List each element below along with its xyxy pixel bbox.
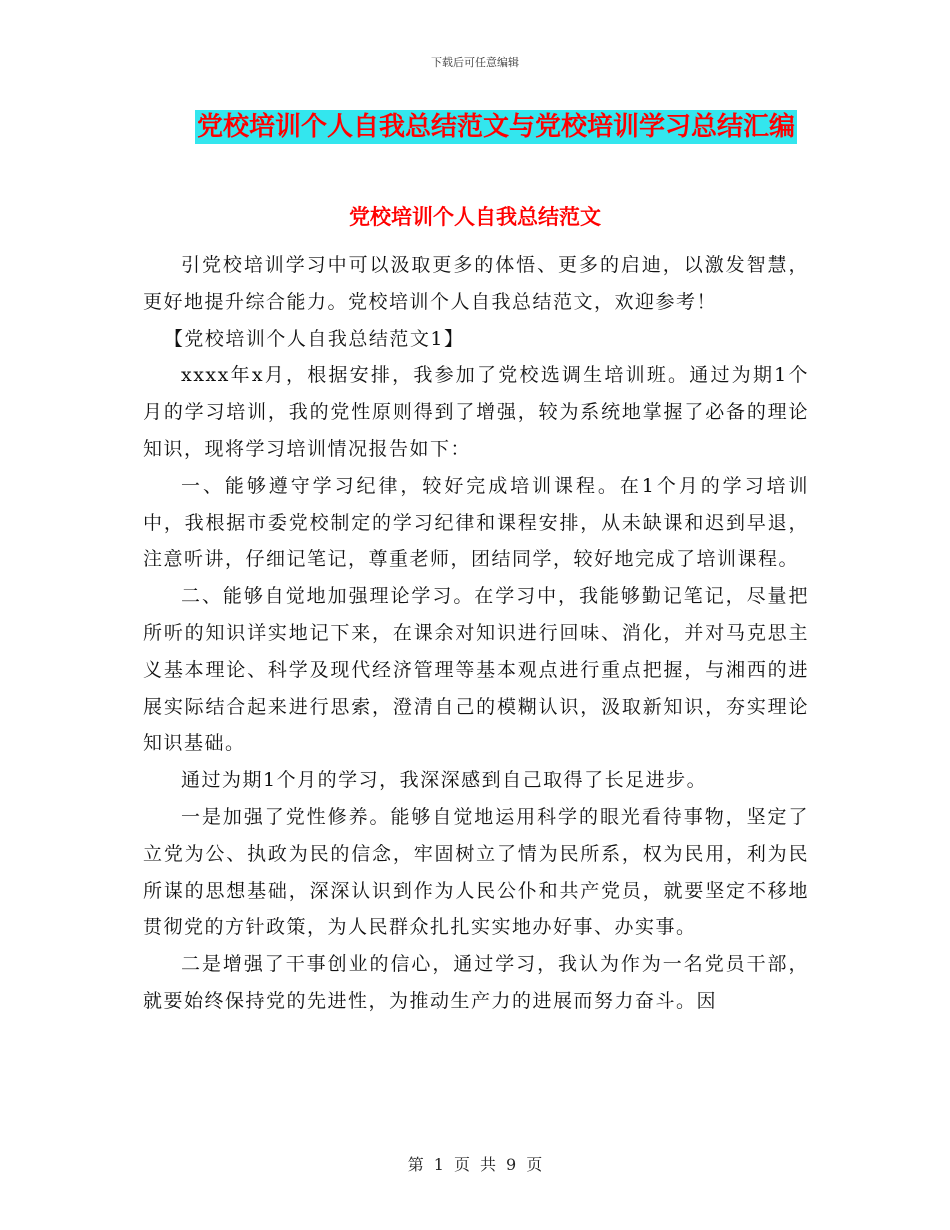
- page-footer: [0, 1152, 950, 1175]
- paragraph-intro: 引党校培训学习中可以汲取更多的体悟、更多的启迪，以激发智慧，更好地提升综合能力。党校培训个人自我总结范文，欢迎参考！: [143, 254, 809, 313]
- header-note: 下载后可任意编辑: [431, 56, 519, 69]
- section-title: 党校培训个人自我总结范文: [349, 204, 601, 229]
- footer-suffix: 页: [526, 1155, 543, 1174]
- paragraph: xxxx年x月，根据安排，我参加了党校选调生培训班。通过为期1个月的学习培训，我的党性原则得到了增强，较为系统地掌握了必备的理论知识，现将学习培训情况报告如下：: [143, 364, 809, 460]
- paragraph: 一是加强了党性修养。能够自觉地运用科学的眼光看待事物，坚定了立党为公、执政为民的信念，牢固树立了情为民所系，权为民用，利为民所谋的思想基础，深深认识到作为人民公仆和共产党员，就要坚定不移地贯彻党的方针政策，为人民群众扎扎实实地办好事、办实事。: [143, 805, 809, 939]
- paragraph-section-heading: 【党校培训个人自我总结范文1】: [163, 327, 465, 350]
- footer-prefix: 第: [407, 1155, 424, 1174]
- footer-total-word: 共: [480, 1155, 497, 1174]
- paragraph: 二、能够自觉地加强理论学习。在学习中，我能够勤记笔记，尽量把所听的知识详实地记下来，在课余对知识进行回味、消化，并对马克思主义基本理论、科学及现代经济管理等基本观点进行重点把握，与湘西的进展实际结合起来进行思索，澄清自己的模糊认识，汲取新知识，夯实理论知识基础。: [143, 585, 809, 755]
- total-pages: 9: [506, 1155, 517, 1174]
- paragraph: 通过为期1个月的学习，我深深感到自己取得了长足进步。: [181, 769, 708, 792]
- body-text: [143, 247, 809, 1020]
- paragraph: 一、能够遵守学习纪律，较好完成培训课程。在1个月的学习培训中，我根据市委党校制定的学习纪律和课程安排，从未缺课和迟到早退，注意听讲，仔细记笔记，尊重老师，团结同学，较好地完成了培训课程。: [143, 474, 809, 571]
- footer-page-word: 页: [453, 1155, 470, 1174]
- document-title: 党校培训个人自我总结范文与党校培训学习总结汇编: [197, 112, 796, 142]
- paragraph: 二是增强了干事创业的信心，通过学习，我认为作为一名党员干部，就要始终保持党的先进性，为推动生产力的进展而努力奋斗。因: [143, 953, 809, 1012]
- page-number: 1: [433, 1155, 444, 1174]
